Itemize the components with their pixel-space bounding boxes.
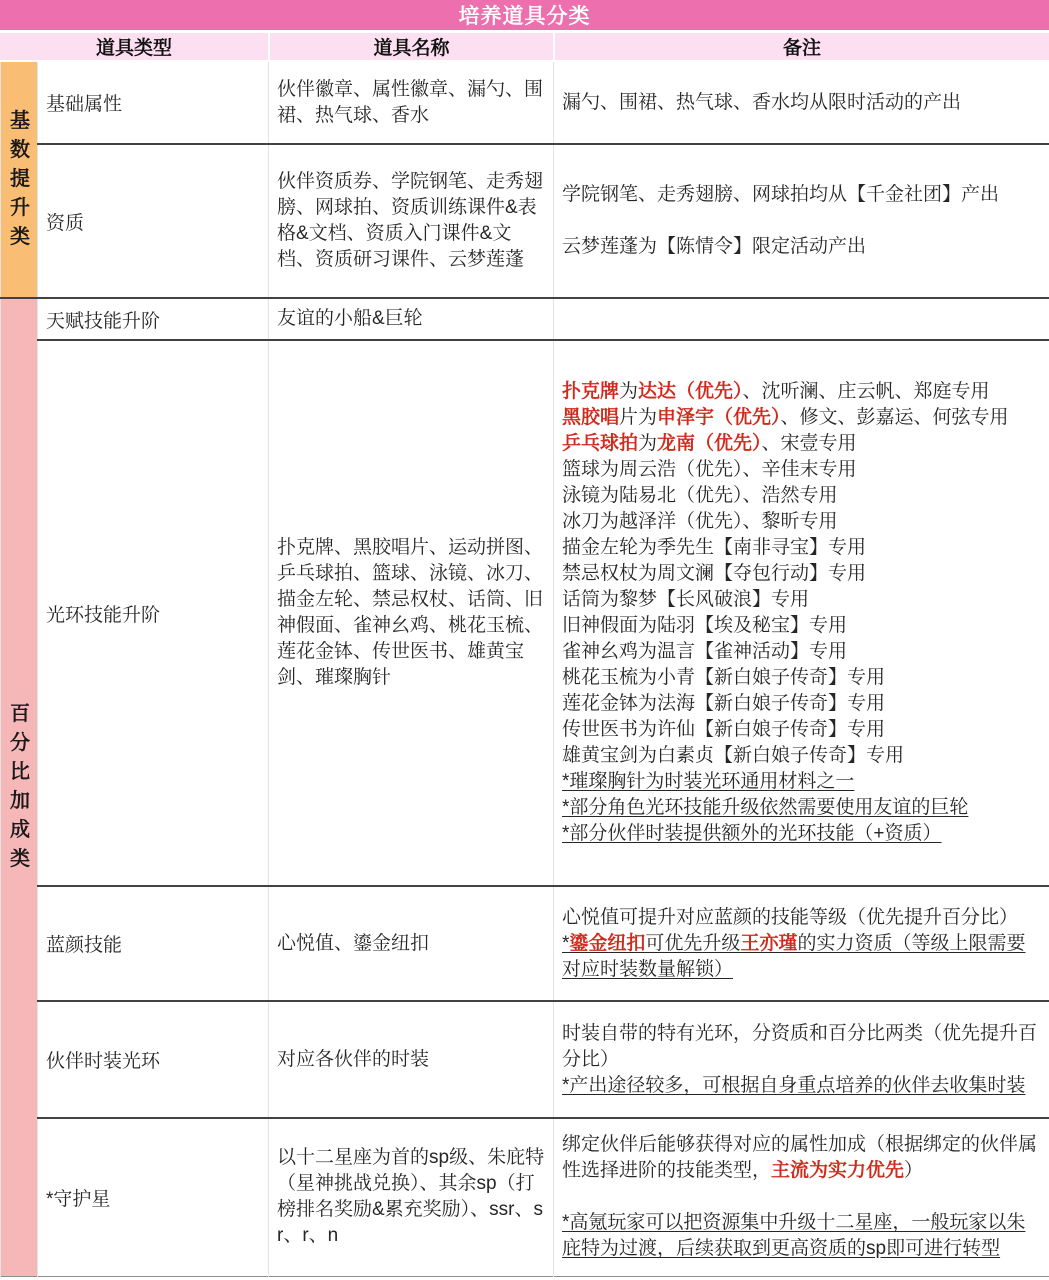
text-segment: 友谊的小船&巨轮 (277, 308, 423, 329)
group-header-label: 百分比加成类 (10, 703, 30, 871)
table-row (1, 62, 1049, 144)
item-type-cell: 光环技能升阶 (38, 340, 269, 886)
item-name-cell (269, 1001, 554, 1118)
note-line (562, 457, 1041, 483)
text-segment: *产出途径较多，可根据自身重点培养的伙伴去收集时装 (562, 1074, 1026, 1096)
text-segment: *璀璨胸针为时装光环通用材料之一 (562, 771, 855, 792)
text-segment: 雄黄宝剑为白素贞【新白娘子传奇】专用 (562, 745, 905, 766)
remark-cell (554, 340, 1049, 886)
note-line (562, 509, 1041, 535)
text-segment: 以十二星座为首的sp级、朱庇特（星神挑战兑换）、其余sp（打榜排名奖励&累充奖励）、ssr、sr、r、n (277, 1147, 545, 1247)
text-segment: *部分伙伴时装提供额外的光环技能（+资质） (562, 823, 942, 844)
text-segment: 篮球为周云浩（优先）、辛佳末专用 (562, 459, 857, 480)
text-segment: *高氪玩家可以把资源集中升级十二星座，一般玩家以朱庇特为过渡，后续获取到更高资质的sp即可进行转型 (562, 1212, 1026, 1260)
item-name-text (277, 1145, 545, 1249)
note-line (562, 483, 1041, 509)
text-segment: 桃花玉梳为小青【新白娘子传奇】专用 (562, 667, 886, 688)
table-row (1, 144, 1049, 298)
table-title: 培养道具分类 (0, 0, 1049, 30)
text-segment: 为 (619, 381, 639, 402)
item-name-cell (269, 144, 554, 298)
remark-cell (554, 1001, 1049, 1118)
text-segment: 扑克牌、黑胶唱片、运动拼图、乒乓球拍、篮球、泳镜、冰刀、描金左轮、禁忌权杖、话筒、旧神假面、雀神幺鸡、桃花玉梳、莲花金钵、传世医书、雄黄宝剑、璀璨胸针 (277, 537, 544, 688)
text-segment: 莲花金钵为法海【新白娘子传奇】专用 (562, 693, 886, 714)
highlighted-text: 达达（优先） (638, 381, 743, 402)
note-line (562, 1132, 1041, 1184)
text-segment: 话筒为黎梦【长风破浪】专用 (562, 589, 810, 610)
note-line (562, 431, 1041, 457)
text-segment: 可优先升级 (645, 932, 741, 954)
note-line (562, 665, 1041, 691)
table-header-row (0, 33, 1049, 60)
highlighted-text: 黑胶唱 (562, 407, 620, 428)
note-line (562, 587, 1041, 613)
note-line (562, 717, 1041, 743)
note-line (562, 613, 1041, 639)
note-line (562, 639, 1041, 665)
note-line (562, 379, 1041, 405)
column-header-item-type: 道具类型 (95, 38, 172, 59)
note-line (562, 561, 1041, 587)
highlighted-text: 王亦瑾 (740, 932, 798, 954)
remark-cell (554, 144, 1049, 298)
text-segment: 伙伴资质券、学院钢笔、走秀翅膀、网球拍、资质训练课件&表格&文档、资质入门课件&文档、资质研习课件、云梦莲蓬 (277, 171, 544, 270)
note-spacer (562, 1184, 1041, 1210)
remark-cell (554, 886, 1049, 1001)
table-body (0, 62, 1049, 1277)
remark-cell (554, 1118, 1049, 1276)
text-segment: ） (904, 1160, 924, 1182)
text-segment: 旧神假面为陆羽【埃及秘宝】专用 (562, 615, 848, 636)
highlighted-text: 鎏金纽扣 (569, 932, 646, 954)
remark-cell (554, 298, 1049, 340)
text-segment: 泳镜为陆易北（优先）、浩然专用 (562, 485, 838, 506)
note-line (562, 821, 1041, 847)
table-row (1, 886, 1049, 1001)
item-name-cell (269, 1118, 554, 1276)
note-line (562, 691, 1041, 717)
text-segment: * (562, 932, 570, 954)
table-row (1, 1001, 1049, 1118)
item-type-cell: 基础属性 (38, 62, 269, 144)
text-segment: 雀神幺鸡为温言【雀神活动】专用 (562, 641, 848, 662)
note-line (562, 234, 1041, 260)
text-segment: 禁忌权杖为周文澜【夺包行动】专用 (562, 563, 867, 584)
group-header-label: 基数提升类 (10, 110, 30, 248)
column-header-item-name: 道具名称 (268, 33, 553, 60)
text-segment: 漏勺、围裙、热气球、香水均从限时活动的产出 (562, 91, 962, 113)
text-segment: 片为 (619, 407, 658, 428)
table-row (1, 340, 1049, 886)
text-segment: 云梦莲蓬为【陈情令】限定活动产出 (562, 236, 867, 257)
item-type-cell: *守护星 (38, 1118, 269, 1276)
highlighted-text: 龙南（优先） (657, 433, 762, 454)
text-segment: 时装自带的特有光环，分资质和百分比两类（优先提升百分比） (562, 1022, 1038, 1070)
table-row (1, 298, 1049, 340)
text-segment: 心悦值、鎏金纽扣 (277, 932, 430, 954)
item-type-cell: 蓝颜技能 (38, 886, 269, 1001)
item-name-text (277, 931, 545, 957)
item-name-cell (269, 340, 554, 886)
note-line (562, 1021, 1041, 1073)
item-name-text (277, 77, 545, 129)
note-line (562, 182, 1041, 208)
text-segment: 对应各伙伴的时装 (277, 1048, 430, 1070)
item-name-text (277, 1047, 545, 1073)
note-spacer (562, 208, 1041, 234)
column-header-remark: 备注 (553, 33, 1049, 60)
text-segment: 为 (638, 433, 658, 454)
text-segment: *部分角色光环技能升级依然需要使用友谊的巨轮 (562, 797, 969, 818)
item-name-text (277, 535, 545, 691)
note-line (562, 931, 1041, 983)
highlighted-text: 申泽宇（优先） (657, 407, 781, 428)
group-header-orange (1, 62, 38, 298)
text-segment: 冰刀为越泽洋（优先）、黎昕专用 (562, 511, 838, 532)
note-line (562, 1210, 1041, 1262)
item-name-text (277, 169, 545, 273)
group-header-pink (1, 298, 38, 1276)
item-type-cell: 天赋技能升阶 (38, 298, 269, 340)
item-type-cell: 资质 (38, 144, 269, 298)
text-segment: 、宋壹专用 (761, 433, 857, 454)
text-segment: 伙伴徽章、属性徽章、漏勺、围裙、热气球、香水 (277, 78, 544, 126)
text-segment: 绑定伙伴后能够获得对应的属性加成（根据绑定的伙伴属性选择进阶的技能类型， (562, 1134, 1038, 1182)
text-segment: 心悦值可提升对应蓝颜的技能等级（优先提升百分比） (562, 906, 1019, 928)
note-line (562, 90, 1041, 116)
table-row (1, 1118, 1049, 1276)
highlighted-text: 乒乓球拍 (562, 433, 639, 454)
note-line (562, 769, 1041, 795)
text-segment: 学院钢笔、走秀翅膀、网球拍均从【千金社团】产出 (562, 184, 1000, 205)
text-segment: 、修文、彭嘉运、何弦专用 (780, 407, 1009, 428)
note-line (562, 795, 1041, 821)
text-segment: 的实力资质（等级上限需要对应时装数量解锁） (562, 932, 1026, 980)
item-name-text (277, 306, 545, 332)
text-segment: 描金左轮为季先生【南非寻宝】专用 (562, 537, 867, 558)
note-line (562, 743, 1041, 769)
note-line (562, 405, 1041, 431)
item-name-cell (269, 886, 554, 1001)
highlighted-text: 主流为实力优先 (771, 1160, 905, 1182)
text-segment: 、沈听澜、庄云帆、郑庭专用 (742, 381, 990, 402)
note-line (562, 905, 1041, 931)
item-type-cell: 伙伴时装光环 (38, 1001, 269, 1118)
text-segment: 传世医书为许仙【新白娘子传奇】专用 (562, 719, 886, 740)
note-line (562, 1073, 1041, 1099)
item-name-cell (269, 62, 554, 144)
item-name-cell (269, 298, 554, 340)
note-line (562, 535, 1041, 561)
remark-cell (554, 62, 1049, 144)
highlighted-text: 扑克牌 (562, 381, 620, 402)
